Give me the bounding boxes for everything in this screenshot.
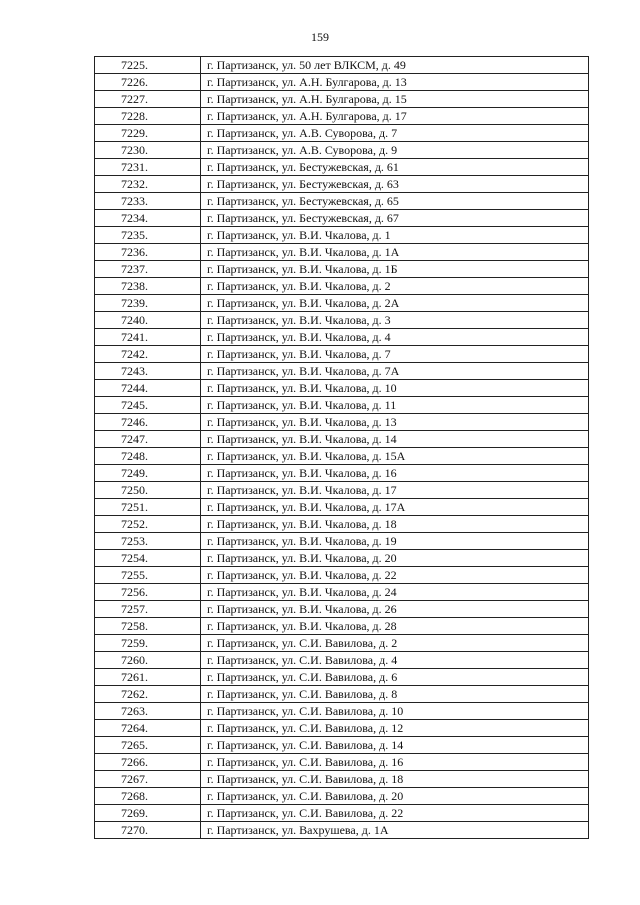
table-row (95, 669, 589, 686)
address-cell: г. Партизанск, ул. В.И. Чкалова, д. 1 (201, 227, 589, 244)
table-row (95, 482, 589, 499)
table-row (95, 380, 589, 397)
address-cell: г. Партизанск, ул. Бестужевская, д. 63 (201, 176, 589, 193)
address-cell: г. Партизанск, ул. Бестужевская, д. 61 (201, 159, 589, 176)
address-cell: г. Партизанск, ул. В.И. Чкалова, д. 1А (201, 244, 589, 261)
address-cell: г. Партизанск, ул. С.И. Вавилова, д. 18 (201, 771, 589, 788)
address-cell: г. Партизанск, ул. В.И. Чкалова, д. 15А (201, 448, 589, 465)
address-cell: г. Партизанск, ул. В.И. Чкалова, д. 22 (201, 567, 589, 584)
row-number-cell: 7231. (95, 159, 201, 176)
table-row (95, 567, 589, 584)
table-row (95, 601, 589, 618)
address-cell: г. Партизанск, ул. Бестужевская, д. 65 (201, 193, 589, 210)
address-cell: г. Партизанск, ул. В.И. Чкалова, д. 7 (201, 346, 589, 363)
address-cell: г. Партизанск, ул. В.И. Чкалова, д. 17 (201, 482, 589, 499)
address-cell: г. Партизанск, ул. В.И. Чкалова, д. 26 (201, 601, 589, 618)
address-table (94, 56, 589, 839)
address-cell: г. Партизанск, ул. А.Н. Булгарова, д. 17 (201, 108, 589, 125)
row-number-cell: 7229. (95, 125, 201, 142)
table-row (95, 788, 589, 805)
table-row (95, 686, 589, 703)
address-cell: г. Партизанск, ул. А.Н. Булгарова, д. 13 (201, 74, 589, 91)
row-number-cell: 7264. (95, 720, 201, 737)
address-cell: г. Партизанск, ул. В.И. Чкалова, д. 24 (201, 584, 589, 601)
address-cell: г. Партизанск, ул. Бестужевская, д. 67 (201, 210, 589, 227)
table-row (95, 771, 589, 788)
table-row (95, 295, 589, 312)
row-number-cell: 7252. (95, 516, 201, 533)
address-cell: г. Партизанск, ул. В.И. Чкалова, д. 10 (201, 380, 589, 397)
row-number-cell: 7245. (95, 397, 201, 414)
table-row (95, 822, 589, 839)
row-number-cell: 7251. (95, 499, 201, 516)
table-row (95, 737, 589, 754)
address-cell: г. Партизанск, ул. А.В. Суворова, д. 9 (201, 142, 589, 159)
address-cell: г. Партизанск, ул. С.И. Вавилова, д. 6 (201, 669, 589, 686)
address-cell: г. Партизанск, ул. В.И. Чкалова, д. 3 (201, 312, 589, 329)
table-row (95, 125, 589, 142)
table-row (95, 448, 589, 465)
address-cell: г. Партизанск, ул. В.И. Чкалова, д. 20 (201, 550, 589, 567)
table-row (95, 74, 589, 91)
table-row (95, 703, 589, 720)
table-row (95, 108, 589, 125)
row-number-cell: 7232. (95, 176, 201, 193)
table-row (95, 635, 589, 652)
table-row (95, 176, 589, 193)
address-cell: г. Партизанск, ул. С.И. Вавилова, д. 22 (201, 805, 589, 822)
table-row (95, 159, 589, 176)
table-row (95, 278, 589, 295)
row-number-cell: 7227. (95, 91, 201, 108)
row-number-cell: 7260. (95, 652, 201, 669)
address-cell: г. Партизанск, ул. В.И. Чкалова, д. 2 (201, 278, 589, 295)
table-row (95, 414, 589, 431)
row-number-cell: 7248. (95, 448, 201, 465)
row-number-cell: 7262. (95, 686, 201, 703)
row-number-cell: 7244. (95, 380, 201, 397)
address-cell: г. Партизанск, ул. С.И. Вавилова, д. 10 (201, 703, 589, 720)
row-number-cell: 7239. (95, 295, 201, 312)
row-number-cell: 7266. (95, 754, 201, 771)
address-cell: г. Партизанск, ул. С.И. Вавилова, д. 12 (201, 720, 589, 737)
address-cell: г. Партизанск, ул. С.И. Вавилова, д. 16 (201, 754, 589, 771)
row-number-cell: 7234. (95, 210, 201, 227)
address-cell: г. Партизанск, ул. В.И. Чкалова, д. 2А (201, 295, 589, 312)
table-row (95, 516, 589, 533)
address-cell: г. Партизанск, ул. В.И. Чкалова, д. 17А (201, 499, 589, 516)
address-cell: г. Партизанск, ул. С.И. Вавилова, д. 2 (201, 635, 589, 652)
table-row (95, 142, 589, 159)
table-row (95, 652, 589, 669)
row-number-cell: 7238. (95, 278, 201, 295)
row-number-cell: 7226. (95, 74, 201, 91)
address-cell: г. Партизанск, ул. В.И. Чкалова, д. 7А (201, 363, 589, 380)
table-row (95, 227, 589, 244)
address-cell: г. Партизанск, ул. В.И. Чкалова, д. 4 (201, 329, 589, 346)
row-number-cell: 7242. (95, 346, 201, 363)
row-number-cell: 7236. (95, 244, 201, 261)
row-number-cell: 7228. (95, 108, 201, 125)
row-number-cell: 7263. (95, 703, 201, 720)
row-number-cell: 7246. (95, 414, 201, 431)
table-row (95, 499, 589, 516)
address-cell: г. Партизанск, ул. С.И. Вавилова, д. 4 (201, 652, 589, 669)
table-row (95, 193, 589, 210)
table-row (95, 584, 589, 601)
address-cell: г. Партизанск, ул. В.И. Чкалова, д. 28 (201, 618, 589, 635)
row-number-cell: 7261. (95, 669, 201, 686)
row-number-cell: 7268. (95, 788, 201, 805)
table-row (95, 312, 589, 329)
address-cell: г. Партизанск, ул. В.И. Чкалова, д. 18 (201, 516, 589, 533)
table-row (95, 550, 589, 567)
row-number-cell: 7267. (95, 771, 201, 788)
address-cell: г. Партизанск, ул. С.И. Вавилова, д. 8 (201, 686, 589, 703)
address-cell: г. Партизанск, ул. В.И. Чкалова, д. 14 (201, 431, 589, 448)
row-number-cell: 7269. (95, 805, 201, 822)
row-number-cell: 7259. (95, 635, 201, 652)
address-cell: г. Партизанск, ул. В.И. Чкалова, д. 19 (201, 533, 589, 550)
table-row (95, 431, 589, 448)
table-row (95, 210, 589, 227)
row-number-cell: 7265. (95, 737, 201, 754)
row-number-cell: 7225. (95, 57, 201, 74)
table-row (95, 57, 589, 74)
row-number-cell: 7270. (95, 822, 201, 839)
row-number-cell: 7235. (95, 227, 201, 244)
row-number-cell: 7243. (95, 363, 201, 380)
address-cell: г. Партизанск, ул. В.И. Чкалова, д. 1Б (201, 261, 589, 278)
page-number: 159 (311, 30, 329, 44)
address-cell: г. Партизанск, ул. А.Н. Булгарова, д. 15 (201, 91, 589, 108)
row-number-cell: 7255. (95, 567, 201, 584)
table-row (95, 329, 589, 346)
row-number-cell: 7257. (95, 601, 201, 618)
table-row (95, 244, 589, 261)
address-cell: г. Партизанск, ул. С.И. Вавилова, д. 20 (201, 788, 589, 805)
row-number-cell: 7254. (95, 550, 201, 567)
row-number-cell: 7256. (95, 584, 201, 601)
address-table-body (95, 57, 589, 839)
row-number-cell: 7230. (95, 142, 201, 159)
table-row (95, 397, 589, 414)
address-cell: г. Партизанск, ул. 50 лет ВЛКСМ, д. 49 (201, 57, 589, 74)
table-row (95, 533, 589, 550)
row-number-cell: 7240. (95, 312, 201, 329)
address-cell: г. Партизанск, ул. Вахрушева, д. 1А (201, 822, 589, 839)
row-number-cell: 7241. (95, 329, 201, 346)
address-cell: г. Партизанск, ул. С.И. Вавилова, д. 14 (201, 737, 589, 754)
table-row (95, 754, 589, 771)
row-number-cell: 7250. (95, 482, 201, 499)
table-row (95, 805, 589, 822)
row-number-cell: 7237. (95, 261, 201, 278)
address-cell: г. Партизанск, ул. В.И. Чкалова, д. 11 (201, 397, 589, 414)
table-row (95, 346, 589, 363)
row-number-cell: 7233. (95, 193, 201, 210)
table-row (95, 465, 589, 482)
table-row (95, 363, 589, 380)
table-row (95, 720, 589, 737)
row-number-cell: 7258. (95, 618, 201, 635)
table-row (95, 261, 589, 278)
row-number-cell: 7249. (95, 465, 201, 482)
row-number-cell: 7253. (95, 533, 201, 550)
row-number-cell: 7247. (95, 431, 201, 448)
table-row (95, 91, 589, 108)
table-row (95, 618, 589, 635)
address-cell: г. Партизанск, ул. В.И. Чкалова, д. 13 (201, 414, 589, 431)
address-cell: г. Партизанск, ул. А.В. Суворова, д. 7 (201, 125, 589, 142)
address-cell: г. Партизанск, ул. В.И. Чкалова, д. 16 (201, 465, 589, 482)
